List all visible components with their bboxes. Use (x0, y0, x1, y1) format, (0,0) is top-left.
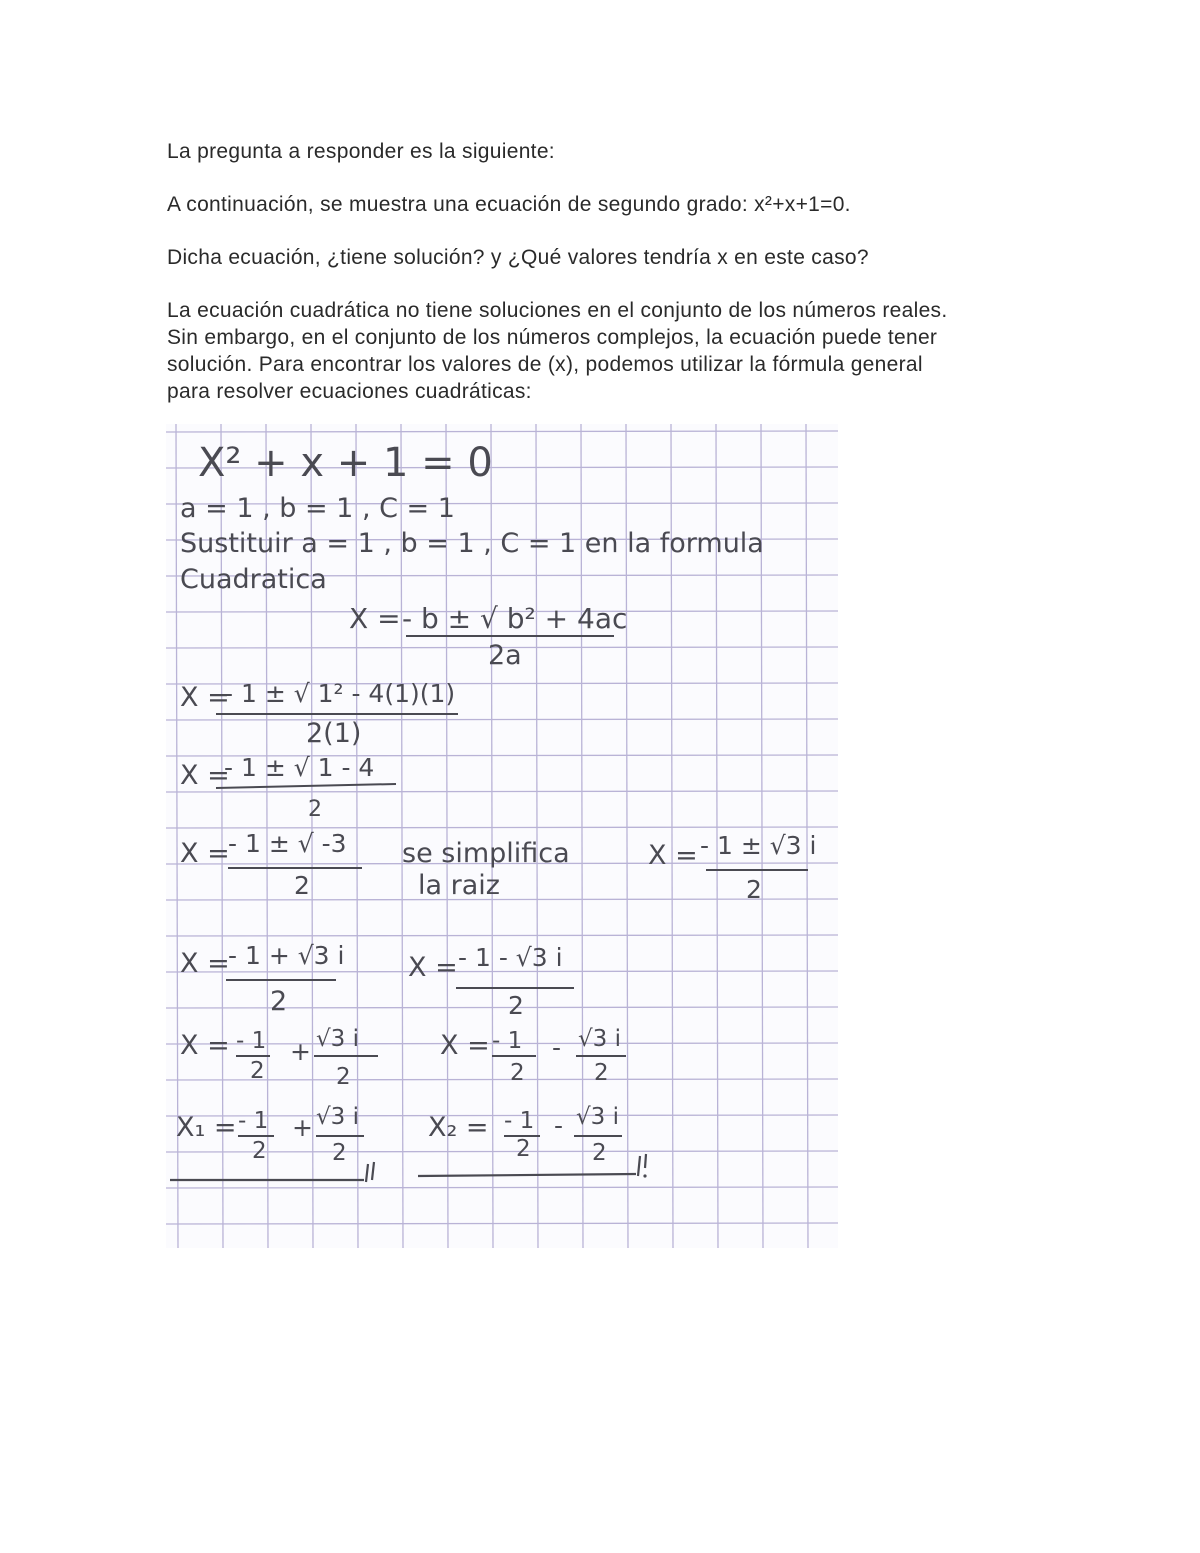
hw-x1-b-den: 2 (332, 1140, 347, 1166)
hw-simplify-1: se simplifica (402, 838, 570, 869)
hw-sep-minus-b-den: 2 (594, 1060, 609, 1086)
hw-x2-b-den: 2 (592, 1140, 607, 1166)
question-intro: La pregunta a responder es la siguiente: (167, 140, 555, 163)
hw-sep-plus-lhs: X = (180, 1030, 230, 1061)
hw-split-minus-lhs: X = (408, 952, 458, 983)
hw-x1-lhs: X₁ = (176, 1112, 237, 1143)
hw-sep-minus-lhs: X = (440, 1030, 490, 1061)
hw-sep-plus-op: + (290, 1037, 311, 1066)
hw-split-minus-den: 2 (508, 991, 524, 1020)
hw-x1-a: - 1 (238, 1108, 269, 1134)
hw-x1-a-den: 2 (252, 1138, 267, 1164)
hw-x2-b: √3 i (576, 1104, 619, 1130)
hw-split-plus-lhs: X = (180, 948, 230, 979)
hw-step1-den: 2(1) (306, 718, 362, 749)
equation-statement: A continuación, se muestra una ecuación de segundo grado: x²+x+1=0. (167, 193, 851, 216)
hw-formula-den: 2a (488, 640, 522, 671)
hw-sep-minus-a-den: 2 (510, 1060, 525, 1086)
answer-line: La ecuación cuadrática no tiene soluciones en el conjunto de los números reales. (167, 299, 948, 322)
hw-substitute: Sustituir a = 1 , b = 1 , C = 1 en la formula (180, 528, 764, 559)
answer-line: Sin embargo, en el conjunto de los números complejos, la ecuación puede tener (167, 326, 938, 349)
hw-step1-num: - 1 ± √ 1² - 4(1)(1) (224, 679, 456, 708)
hw-step3-num: - 1 ± √ -3 (228, 829, 347, 858)
hw-step2-lhs: X = (180, 760, 230, 791)
hw-x2-a: - 1 (504, 1108, 535, 1134)
hw-step3-lhs: X = (180, 838, 230, 869)
hw-sep-plus-b-den: 2 (336, 1064, 351, 1090)
handwritten-notebook-photo (166, 424, 838, 1248)
hw-sep-plus-a-den: 2 (250, 1058, 265, 1084)
hw-x1-op: + (292, 1113, 313, 1142)
hw-formula-lhs: X = (349, 602, 401, 635)
hw-step1-lhs: X = (180, 682, 230, 713)
hw-step2-num: - 1 ± √ 1 - 4 (224, 753, 375, 782)
hw-sep-plus-a: - 1 (236, 1028, 267, 1054)
hw-sep-minus-b: √3 i (578, 1026, 621, 1052)
hw-split-minus-num: - 1 - √3 i (458, 943, 563, 972)
hw-equation: X² + x + 1 = 0 (198, 440, 493, 486)
hw-step2-den: 2 (308, 797, 322, 822)
hw-simplified-num: - 1 ± √3 i (700, 831, 817, 860)
hw-x2-op: - (554, 1111, 564, 1140)
hw-cuadratica: Cuadratica (180, 564, 327, 595)
hw-x2-a-den: 2 (516, 1136, 531, 1162)
hw-x2-lhs: X₂ = (428, 1112, 489, 1143)
hw-x1-b: √3 i (316, 1104, 359, 1130)
answer-line: solución. Para encontrar los valores de (x), podemos utilizar la fórmula general (167, 353, 923, 376)
hw-sep-minus-a: - 1 (492, 1028, 523, 1054)
question-text: Dicha ecuación, ¿tiene solución? y ¿Qué valores tendría x en este caso? (167, 246, 869, 269)
answer-paragraph (167, 297, 1047, 405)
hw-sep-plus-b: √3 i (316, 1026, 359, 1052)
hw-step3-den: 2 (294, 871, 310, 900)
hw-formula-num: - b ± √ b² + 4ac (402, 602, 628, 635)
document-text (167, 138, 1047, 405)
hw-simplify-2: la raiz (418, 870, 500, 901)
hw-sep-minus-op: - (552, 1033, 562, 1062)
hw-simplified-lhs: X = (648, 840, 698, 871)
hw-split-plus-den: 2 (270, 986, 288, 1017)
hw-split-plus-num: - 1 + √3 i (228, 941, 345, 970)
hw-simplified-den: 2 (746, 875, 762, 904)
answer-line: para resolver ecuaciones cuadráticas: (167, 380, 532, 403)
hw-coefficients: a = 1 , b = 1 , C = 1 (180, 493, 455, 524)
hw-answer-mark (643, 1174, 646, 1177)
